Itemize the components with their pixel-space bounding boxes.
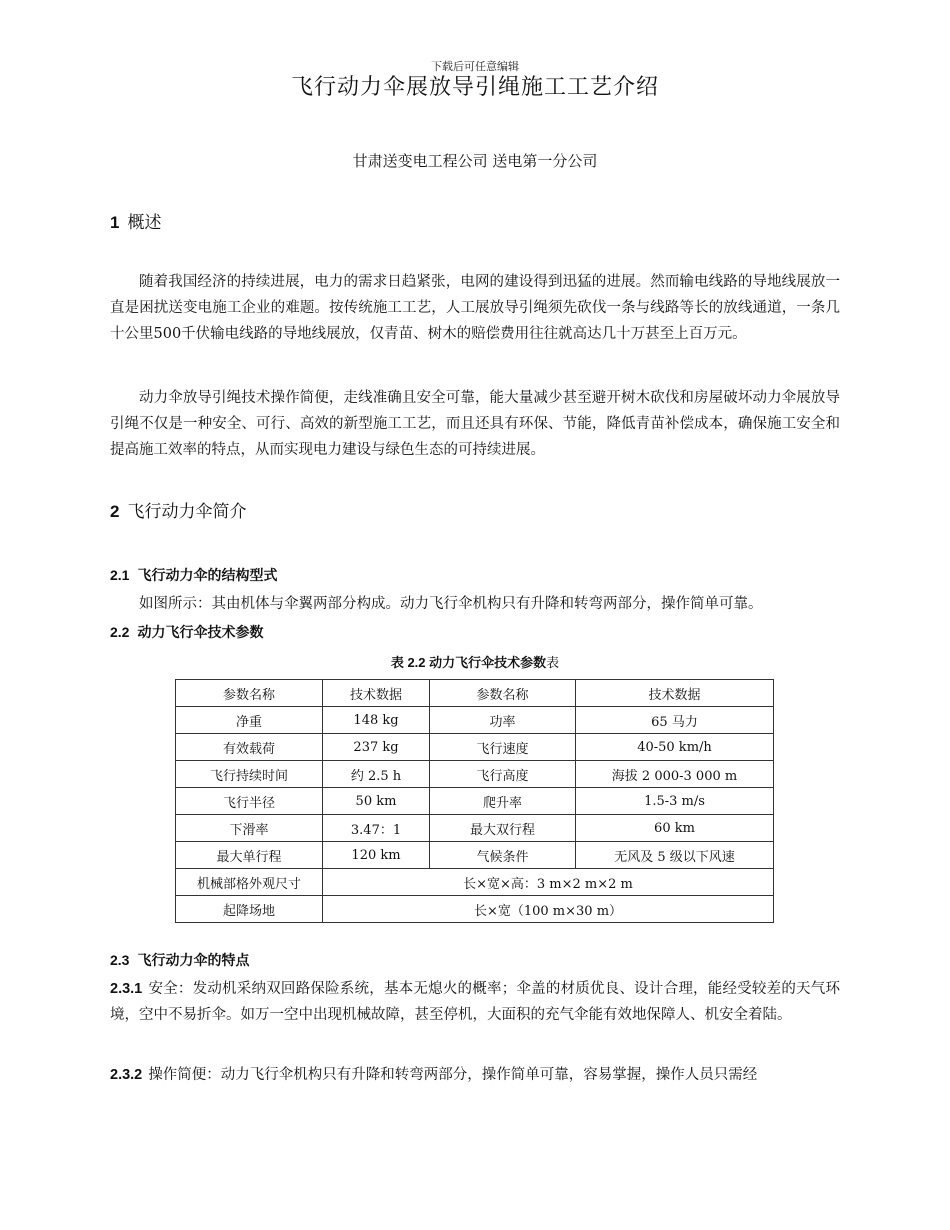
author-line: 甘肃送变电工程公司 送电第一分公司 [352,152,598,170]
table-caption-text: 表 2.2 动力飞行伞技术参数 [390,655,547,670]
section-1-number: 1 [110,213,120,232]
section-2-1-heading [110,565,277,585]
table-row [176,869,774,896]
table-cell: 爬升率 [430,788,576,815]
table-caption-suffix: 表 [546,656,560,671]
table-header-cell: 技术数据 [323,680,430,707]
table-row [176,788,774,815]
section-1-paragraph-2: 动力伞放导引绳技术操作简便，走线准确且安全可靠，能大量减少甚至避开树木砍伐和房屋破坏动力伞展放导引绳不仅是一种安全、可行、高效的新型施工工艺，而且还具有环保、节能，降低青苗补偿成本，确保施工安全和提高施工效率的特点，从而实现电力建设与绿色生态的可持续进展。 [110,390,840,458]
table-row [176,761,774,788]
section-2-1-title: 飞行动力伞的结构型式 [137,567,278,583]
table-header-cell: 技术数据 [576,680,774,707]
table-cell: 飞行半径 [176,788,323,815]
table-row [176,842,774,869]
section-2-3-2-number: 2.3.2 [110,1067,143,1083]
section-2-3-heading [110,950,249,970]
section-2-heading [110,497,246,522]
section-1-title: 概述 [127,213,162,232]
table-cell: 约 2.5 h [323,761,430,788]
parameters-table [175,679,774,923]
section-2-number: 2 [110,502,120,521]
table-cell: 65 马力 [576,707,774,734]
section-2-2-number: 2.2 [110,624,130,640]
table-cell: 120 km [323,842,430,869]
table-cell: 1.5-3 m/s [576,788,774,815]
table-header-cell: 参数名称 [430,680,576,707]
section-2-1-text: 如图所示：其由机体与伞翼两部分构成。动力飞行伞机构只有升降和转弯两部分，操作简单可靠。 [139,596,763,612]
table-cell: 3.47：1 [323,815,430,842]
table-cell: 飞行持续时间 [176,761,323,788]
table-caption [0,652,950,671]
table-cell: 148 kg [323,707,430,734]
table-cell: 飞行高度 [430,761,576,788]
watermark: 下载后可任意编辑 [431,60,519,73]
section-2-2-title: 动力飞行伞技术参数 [137,624,264,640]
table-cell: 净重 [176,707,323,734]
table-cell: 机械部格外观尺寸 [176,869,323,896]
table-row [176,707,774,734]
table-cell: 起降场地 [176,896,323,923]
section-2-3-number: 2.3 [110,952,130,968]
section-2-title: 飞行动力伞简介 [127,502,247,521]
section-2-2-heading [110,622,263,642]
table-cell: 最大双行程 [430,815,576,842]
section-1-paragraph-1: 随着我国经济的持续进展，电力的需求日趋紧张，电网的建设得到迅猛的进展。然而输电线路的导地线展放一直是困扰送变电施工企业的难题。按传统施工工艺，人工展放导引绳须先砍伐一条与线路等长的放线通道，一条几十公里500千伏输电线路的导地线展放，仅青苗、树木的赔偿费用往往就高达几十万甚至上百万元。 [110,274,840,342]
table-cell: 飞行速度 [430,734,576,761]
table-cell: 60 km [576,815,774,842]
section-1-heading [110,208,161,233]
table-cell: 237 kg [323,734,430,761]
table-cell: 40-50 km/h [576,734,774,761]
table-cell: 气候条件 [430,842,576,869]
table-row [176,815,774,842]
section-2-3-1-text: 安全：发动机采纳双回路保险系统，基本无熄火的概率；伞盖的材质优良、设计合理，能经受较差的天气环境，空中不易折伞。如万一空中出现机械故障，甚至停机，大面积的充气伞能有效地保障人、机安全着陆。 [110,981,840,1023]
table-header-cell: 参数名称 [176,680,323,707]
table-cell: 海拔 2 000-3 000 m [576,761,774,788]
table-header-row [176,680,774,707]
section-2-3-1-number: 2.3.1 [110,981,143,997]
section-2-3-2-text: 操作简便：动力飞行伞机构只有升降和转弯两部分，操作简单可靠，容易掌握，操作人员只需经 [148,1067,758,1083]
table-cell: 50 km [323,788,430,815]
page-title: 飞行动力伞展放导引绳施工工艺介绍 [290,75,659,100]
table-cell: 下滑率 [176,815,323,842]
table-cell: 最大单行程 [176,842,323,869]
section-2-3-title: 飞行动力伞的特点 [137,952,250,968]
table-cell: 无风及 5 级以下风速 [576,842,774,869]
table-cell: 有效载荷 [176,734,323,761]
parameters-table-body [176,680,774,923]
table-row [176,896,774,923]
table-cell: 功率 [430,707,576,734]
section-2-3-2-paragraph [110,1062,840,1088]
section-2-3-1-paragraph [110,976,840,1028]
section-2-1-number: 2.1 [110,567,130,583]
table-row [176,734,774,761]
table-cell-span: 长×宽（100 m×30 m） [323,896,774,923]
table-cell-span: 长×宽×高：3 m×2 m×2 m [323,869,774,896]
